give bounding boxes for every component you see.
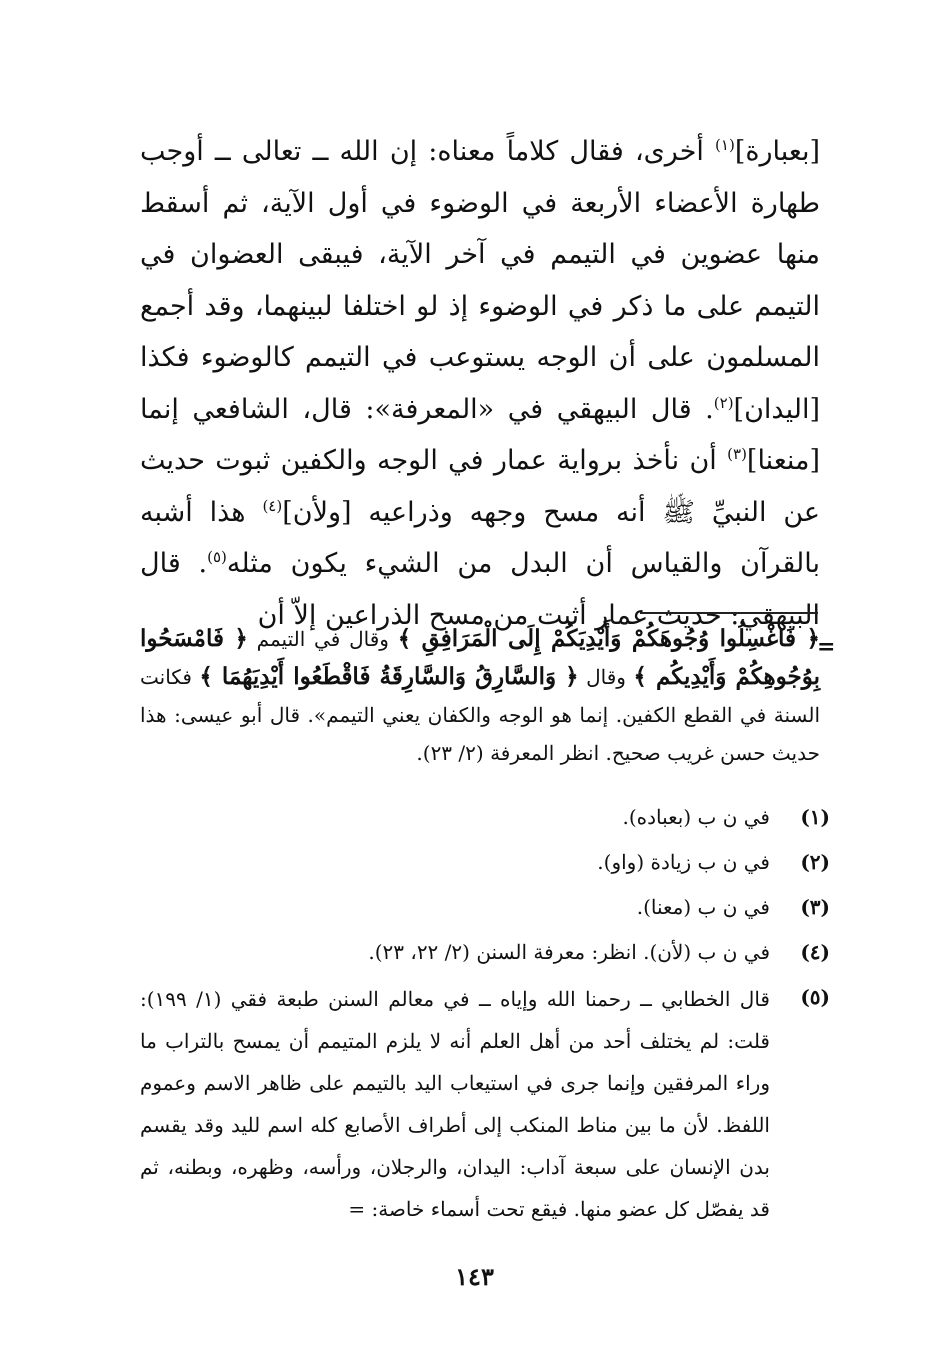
- footnote-item: [140, 843, 830, 888]
- footnote-item: [140, 888, 830, 933]
- footnote-text-segment: وقال: [578, 665, 634, 689]
- footnote-continuation: [140, 620, 820, 772]
- footnote-body: في ن ب زيادة (واو).: [597, 850, 770, 874]
- footnote-item: [140, 978, 830, 1230]
- footnote-body: في ن ب (معنا).: [636, 895, 770, 919]
- footnote-number: (١): [800, 805, 830, 829]
- footnote-ref-3: (٣): [727, 445, 747, 463]
- quran-verse: ﴿ فَامْسَحُوا بِوُجُوهِكُمْ وَأَيْدِيكُم ﴾: [140, 625, 820, 690]
- footnote-text-segment: فكانت السنة في القطع الكفين. إنما هو الوجه والكفان يعني التيمم». قال أبو عيسى: هذا حديث حسن غريب صحيح. انظر المعرفة (٢/ ٢٣).: [140, 665, 820, 765]
- footnote-number: (٢): [800, 850, 830, 874]
- footnote-item: [140, 933, 830, 978]
- main-text-segment: هذا أشبه بالقرآن والقياس أن البدل من الشيء يكون مثله: [140, 496, 820, 579]
- footnote-body: في ن ب (لأن). انظر: معرفة السنن (٢/ ٢٢، ٢٣).: [368, 940, 770, 964]
- footnote-number: (٣): [800, 895, 830, 919]
- footnote-separator: [640, 612, 818, 614]
- main-text-segment: أن نأخذ برواية عمار في الوجه والكفين ثبوت حديث عن النبيِّ ﷺ أنه مسح وجهه وذراعيه [ولأن]: [140, 445, 821, 528]
- continuation-marker: =: [817, 634, 836, 660]
- footnote-ref-1: (١): [715, 136, 735, 154]
- footnote-ref-4: (٤): [262, 496, 283, 515]
- footnote-item: [140, 798, 830, 843]
- main-text-segment: أخرى، فقال كلاماً معناه: إن الله ــ تعالى ــ أوجب طهارة الأعضاء الأربعة في الوضوء في أول الآية، ثم أسقط منها عضوين في التيمم في آخر الآية، فيبقى العضوان في التيمم على ما ذكر في الوضوء إذ لو اختلفا لبينهما، وقد أجمع المسلمون على أن الوجه يستوعب في التيمم كالوضوء فكذا [اليدان]: [140, 136, 821, 425]
- footnote-number: (٤): [800, 940, 830, 964]
- quran-verse: ﴿ فَاغْسِلُوا وُجُوهَكُمْ وَأَيْدِيَكُمْ إِلَى الْمَرَافِقِ ﴾: [397, 625, 820, 652]
- footnote-ref-2: (٢): [713, 393, 734, 412]
- main-body-text: [140, 126, 820, 641]
- main-text-segment: [بعبارة]: [734, 136, 820, 167]
- footnote-list: [140, 798, 830, 1230]
- footnote-number: (٥): [800, 985, 830, 1009]
- page-number: ١٤٣: [455, 1262, 494, 1291]
- footnote-body: في ن ب (بعباده).: [622, 805, 770, 829]
- main-text-segment: . قال البيهقي: حديث عمار أثبت من مسح الذراعين إلاّ أن: [140, 548, 820, 631]
- footnote-ref-5: (٥): [207, 548, 227, 566]
- footnote-body: قال الخطابي ــ رحمنا الله وإياه ــ في معالم السنن طبعة فقي (١/ ١٩٩): قلت: لم يختلف أحد من أهل العلم أنه لا يلزم المتيمم أن يمسح بالتراب ما وراء المرفقين وإنما جرى في استيعاب اليد بالتيمم على ظاهر الاسم وعموم اللفظ. لأن ما بين مناط المنكب إلى أطراف الأصابع كله اسم لليد وقد يقسم بدن الإنسان على سبعة آداب: اليدان، والرجلان، ورأسه، وظهره، وبطنه، ثم قد يفصّل كل عضو منها. فيقع تحت أسماء خاصة: =: [140, 987, 770, 1221]
- footnote-text-segment: وقال في التيمم: [247, 627, 398, 651]
- quran-verse: ﴿ وَالسَّارِقُ وَالسَّارِقَةُ فَاقْطَعُوا أَيْدِيَهُمَا ﴾: [199, 663, 579, 690]
- main-text-segment: . قال البيهقي في «المعرفة»: قال، الشافعي إنما [منعنا]: [140, 393, 820, 476]
